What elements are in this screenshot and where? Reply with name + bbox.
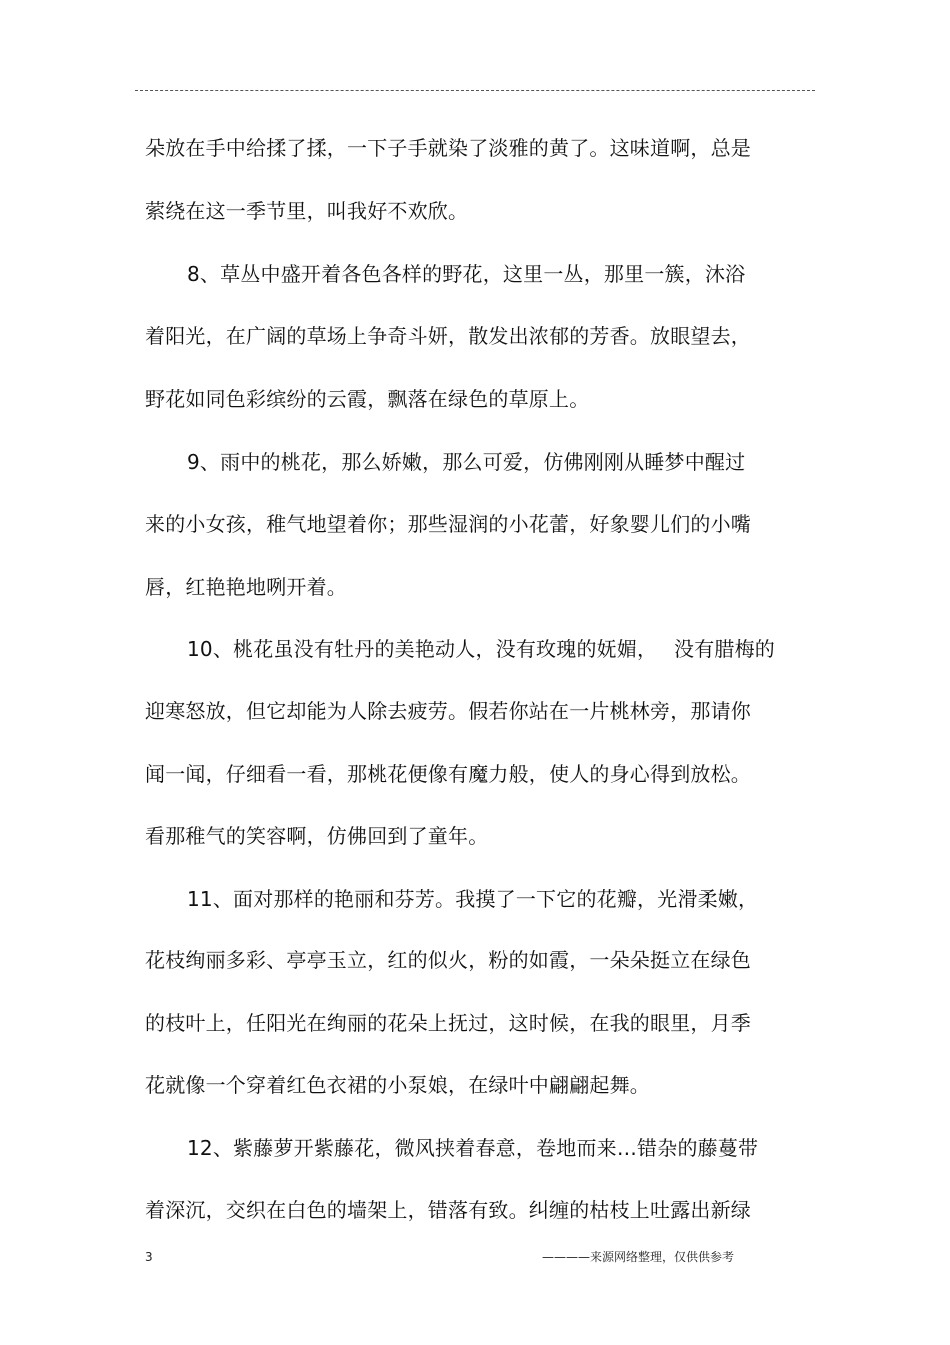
source-note: ————来源网络整理，仅供供参考 (542, 1250, 735, 1264)
text-line: 萦绕在这一季节里，叫我好不欢欣。 (145, 199, 469, 223)
text-line: 朵放在手中给揉了揉，一下子手就染了淡雅的黄了。这味道啊，总是 (145, 136, 751, 160)
text-line: 看那稚气的笑容啊，仿佛回到了童年。 (145, 824, 489, 848)
paragraph-start-line: 12、紫藤萝开紫藤花，微风挟着春意，卷地而来…错杂的藤蔓带 (187, 1136, 759, 1160)
text-line: 的枝叶上，任阳光在绚丽的花朵上抚过，这时候，在我的眼里，月季 (145, 1011, 751, 1035)
text-line: 唇，红艳艳地咧开着。 (145, 575, 347, 599)
paragraph-start-line: 8、草丛中盛开着各色各样的野花，这里一丛，那里一簇，沐浴 (187, 262, 746, 286)
text-line: 闻一闻，仔细看一看，那桃花便像有魔力般，使人的身心得到放松。 (145, 762, 751, 786)
paragraph-start-line: 11、面对那样的艳丽和芬芳。我摸了一下它的花瓣，光滑柔嫩， (187, 887, 759, 911)
text-line: 着阳光，在广阔的草场上争奇斗妍，散发出浓郁的芳香。放眼望去， (145, 324, 751, 348)
paragraph-start-line: 10、桃花虽没有牡丹的美艳动人，没有玫瑰的妩媚， 没有腊梅的 (187, 637, 776, 661)
text-line: 花就像一个穿着红色衣裙的小泵娘，在绿叶中翩翩起舞。 (145, 1073, 650, 1097)
paragraph-start-line: 9、雨中的桃花，那么娇嫩，那么可爱，仿佛刚刚从睡梦中醒过 (187, 450, 746, 474)
text-line: 着深沉，交织在白色的墙架上，错落有致。纠缠的枯枝上吐露出新绿 (145, 1198, 751, 1222)
text-line: 野花如同色彩缤纷的云霞，飘落在绿色的草原上。 (145, 387, 590, 411)
text-line: 花枝绚丽多彩、亭亭玉立，红的似火，粉的如霞，一朵朵挺立在绿色 (145, 948, 751, 972)
page-number: 3 (145, 1250, 153, 1264)
text-line: 迎寒怒放，但它却能为人除去疲劳。假若你站在一片桃林旁，那请你 (145, 699, 751, 723)
text-line: 来的小女孩，稚气地望着你；那些湿润的小花蕾，好象婴儿们的小嘴 (145, 512, 751, 536)
